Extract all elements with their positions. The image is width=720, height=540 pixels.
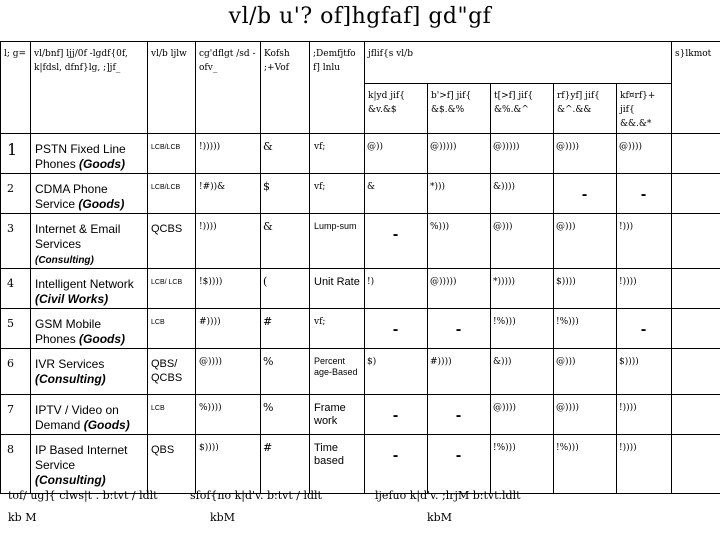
row-service: [31, 269, 148, 309]
row-basis: Lump-sum: [310, 214, 365, 269]
row-basis: vf;: [310, 134, 365, 174]
row-cost: #)))): [196, 309, 261, 349]
table-row: [1, 395, 720, 435]
signature-footer: [0, 483, 720, 540]
row-cost: %)))): [196, 395, 261, 435]
row-year-5: -: [617, 174, 672, 214]
row-service-name: Intelligent Network: [35, 277, 134, 291]
row-year-1: $): [365, 349, 428, 395]
row-year-2: *))): [428, 174, 491, 214]
row-license: QBS/ QCBS: [148, 349, 196, 395]
row-year-4: $)))): [554, 269, 617, 309]
row-year-4: @))): [554, 214, 617, 269]
row-basis: vf;: [310, 174, 365, 214]
row-qty: &: [261, 134, 310, 174]
row-year-1: !): [365, 269, 428, 309]
row-sn: 3: [1, 214, 31, 269]
row-sn: 7: [1, 395, 31, 435]
row-service-name: IVR Services: [35, 357, 105, 371]
row-year-2: -: [428, 435, 491, 494]
row-cost: $)))): [196, 435, 261, 494]
row-year-5: @)))): [617, 134, 672, 174]
row-remarks: [672, 214, 720, 269]
row-remarks: [672, 269, 720, 309]
row-basis: Frame work: [310, 395, 365, 435]
row-category: (Consulting): [35, 255, 94, 266]
table-row: [1, 309, 720, 349]
row-year-3: @)))): [491, 395, 554, 435]
row-year-5: $)))): [617, 349, 672, 395]
row-category: (Consulting): [35, 372, 106, 386]
row-remarks: [672, 134, 720, 174]
row-service: [31, 309, 148, 349]
row-year-3: &)))): [491, 174, 554, 214]
row-year-2: %))): [428, 214, 491, 269]
checked-by-block: [190, 489, 322, 533]
approved-by-designation: kbM: [427, 511, 452, 524]
row-year-3: !%))): [491, 309, 554, 349]
row-license: QCBS: [148, 214, 196, 269]
row-service-name: GSM Mobile Phones: [35, 317, 102, 346]
row-license: LCB: [148, 309, 196, 349]
row-basis: vf;: [310, 309, 365, 349]
row-remarks: [672, 309, 720, 349]
row-sn: 8: [1, 435, 31, 494]
row-qty: %: [261, 349, 310, 395]
row-year-1: -: [365, 214, 428, 269]
table-row: [1, 134, 720, 174]
row-basis: Time based: [310, 435, 365, 494]
approved-by-block: [375, 489, 521, 533]
header-license-type: vl/b ljlw: [148, 42, 196, 134]
row-basis: Unit Rate: [310, 269, 365, 309]
row-category: (Goods): [79, 157, 126, 171]
row-service-name: IP Based Internet Service: [35, 443, 128, 472]
header-year-5: kf¤rf}+ jif{ &&.&*: [617, 84, 672, 134]
row-year-2: @))))): [428, 134, 491, 174]
header-remarks: s}lkmot: [672, 42, 720, 134]
row-cost: @)))): [196, 349, 261, 395]
header-year-2: b'>f] jif{ &$.&%: [428, 84, 491, 134]
row-qty: &: [261, 214, 310, 269]
header-quantity-unit: Kofsh ;+Vof: [261, 42, 310, 134]
row-service-name: Internet & Email Services: [35, 222, 121, 251]
row-year-5: !))): [617, 214, 672, 269]
row-category: (Consulting): [35, 473, 106, 487]
approved-by-label: ljefuo k|d'v. ;lrjM b:tvt.ldlt: [375, 489, 521, 502]
row-service-name: PSTN Fixed Line Phones: [35, 142, 126, 171]
row-service: [31, 134, 148, 174]
row-year-4: @)))): [554, 395, 617, 435]
header-year-3: t[>f] jif{ &%.&^: [491, 84, 554, 134]
table-row: [1, 269, 720, 309]
row-year-3: !%))): [491, 435, 554, 494]
page-title: vl/b u'? of]hgfaf] gd"gf: [228, 4, 492, 29]
row-basis: Percent age-Based: [310, 349, 365, 395]
table-row: [1, 349, 720, 395]
row-cost: !)))): [196, 214, 261, 269]
row-service: [31, 174, 148, 214]
header-year-1: k|yd jif{ &v.&$: [365, 84, 428, 134]
prepared-by-block: [8, 489, 158, 533]
row-license: QBS: [148, 435, 196, 494]
row-qty: $: [261, 174, 310, 214]
row-license: LCB/LCB: [148, 174, 196, 214]
row-year-1: -: [365, 435, 428, 494]
row-qty: (: [261, 269, 310, 309]
row-year-1: -: [365, 309, 428, 349]
row-cost: !$)))): [196, 269, 261, 309]
row-year-1: &: [365, 174, 428, 214]
row-sn: 5: [1, 309, 31, 349]
row-qty: #: [261, 309, 310, 349]
row-cost: !))))): [196, 134, 261, 174]
row-sn: 4: [1, 269, 31, 309]
row-cost: !#))&: [196, 174, 261, 214]
row-year-3: @))))): [491, 134, 554, 174]
checked-by-designation: kbM: [210, 511, 235, 524]
row-year-4: !%))): [554, 435, 617, 494]
row-service-name: IPTV / Video on Demand: [35, 403, 119, 432]
table-row: [1, 174, 720, 214]
row-year-2: #)))): [428, 349, 491, 395]
row-service: [31, 395, 148, 435]
row-qty: #: [261, 435, 310, 494]
row-category: (Goods): [79, 332, 126, 346]
header-sn: l; g=: [1, 42, 31, 134]
row-service-name: CDMA Phone Service: [35, 182, 108, 211]
row-license: LCB/LCB: [148, 134, 196, 174]
header-cost-basis: ;Demfjtfo f] lnlu: [310, 42, 365, 134]
row-year-4: @))): [554, 349, 617, 395]
row-category: (Civil Works): [35, 292, 109, 306]
row-license: LCB/ LCB: [148, 269, 196, 309]
row-sn: 2: [1, 174, 31, 214]
row-service: [31, 214, 148, 269]
row-year-3: @))): [491, 214, 554, 269]
row-service: [31, 349, 148, 395]
row-year-3: *))))): [491, 269, 554, 309]
row-year-5: !)))): [617, 435, 672, 494]
header-est-cost: cg'dflgt /sd -ofv_: [196, 42, 261, 134]
row-remarks: [672, 395, 720, 435]
header-service: vl/bnf] ljj/0f -lgdf{0f, k|fdsl, dfnf}lg, ;]jf_: [31, 42, 148, 134]
table-row: [1, 214, 720, 269]
row-year-3: &))): [491, 349, 554, 395]
row-year-5: !)))): [617, 269, 672, 309]
row-category: (Goods): [78, 197, 125, 211]
row-year-4: -: [554, 174, 617, 214]
row-year-5: -: [617, 309, 672, 349]
row-year-5: !)))): [617, 395, 672, 435]
row-year-1: -: [365, 395, 428, 435]
checked-by-label: sfof{no k|d'v. b:tvt / ldlt: [190, 489, 322, 502]
row-license: LCB: [148, 395, 196, 435]
row-year-4: !%))): [554, 309, 617, 349]
prepared-by-designation: kb M: [8, 511, 37, 524]
header-year-4: rf}yf] jif{ &^.&&: [554, 84, 617, 134]
procurement-plan-table: [0, 41, 720, 494]
row-sn: 1: [1, 134, 31, 174]
prepared-by-label: tof/ ug]{ clws|t . b:tvt / ldlt: [8, 489, 158, 502]
row-remarks: [672, 349, 720, 395]
row-year-2: -: [428, 309, 491, 349]
row-year-2: @))))): [428, 269, 491, 309]
row-category: (Goods): [83, 418, 130, 432]
row-remarks: [672, 174, 720, 214]
row-qty: %: [261, 395, 310, 435]
row-year-1: @)): [365, 134, 428, 174]
row-sn: 6: [1, 349, 31, 395]
row-year-2: -: [428, 395, 491, 435]
row-year-4: @)))): [554, 134, 617, 174]
header-annual-procurement: jflif{s vl/b: [365, 42, 672, 84]
